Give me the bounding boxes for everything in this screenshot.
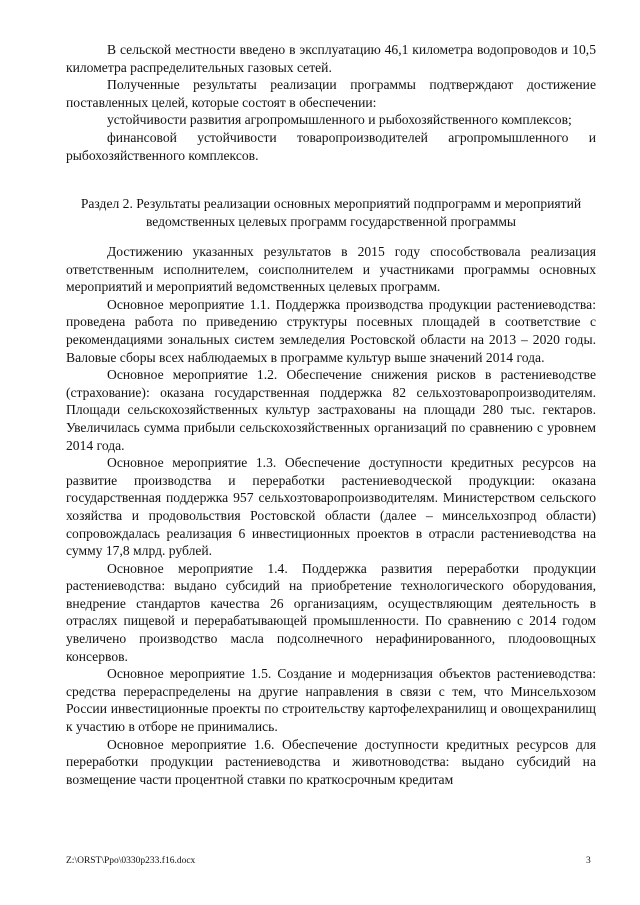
footer-page-number: 3	[586, 856, 591, 866]
body-paragraph-7: Основное мероприятие 1.6. Обеспечение доступности кредитных ресурсов для переработки продукции растениеводства и животноводства: выдано субсидий на возмещение части процентной ставки по краткосрочным кредитам	[66, 736, 596, 787]
section-heading: Раздел 2. Результаты реализации основных мероприятий подпрограмм и мероприятий ведомственных целевых программ государственной программы	[80, 196, 582, 229]
intro-section	[66, 41, 596, 164]
body-paragraph-3: Основное мероприятие 1.2. Обеспечение снижения рисков в растениеводстве (страхование): оказана государственная поддержка 82 сельхозтоваропроизводителям. Площади сельскохозяйственных культур застрахованы на площади 280 тыс. гектаров. Увеличилась сумма прибыли сельскохозяйственных организаций по сравнению с уровнем 2014 года.	[66, 367, 596, 453]
footer-file-path: Z:\ORST\Ppo\0330p233.f16.docx	[66, 856, 196, 866]
body-section	[66, 243, 596, 788]
body-paragraph-4: Основное мероприятие 1.3. Обеспечение доступности кредитных ресурсов на развитие производства и переработки растениеводческой продукции: оказана государственная поддержка 957 сельхозтоваропроизводителям. Министерством сельского хозяйства и продовольствия Ростовской области (далее – минсельхозпрод области) сопровождалась реализация 6 инвестиционных проектов в отрасли растениеводства на сумму 17,8 млрд. рублей.	[66, 455, 596, 559]
body-paragraph-5: Основное мероприятие 1.4. Поддержка развития переработки продукции растениеводства: выдано субсидий на приобретение технологического оборудования, внедрение стандартов качества 26 организациям, осуществляющим деятельность в отраслях пищевой и перерабатывающей промышленности. По сравнению с 2014 годом увеличено производство масла подсолнечного нерафинированного, плодоовощных консервов.	[66, 560, 596, 664]
body-paragraph-1: Достижению указанных результатов в 2015 году способствовала реализация ответственным исполнителем, соисполнителем и участниками программы основных мероприятий и мероприятий ведомственных целевых программ.	[66, 244, 596, 295]
intro-paragraph-4: финансовой устойчивости товаропроизводителей агропромышленного и рыбохозяйственного комплексов.	[66, 129, 596, 163]
intro-paragraph-1: В сельской местности введено в эксплуатацию 46,1 километра водопроводов и 10,5 километра распределительных газовых сетей.	[66, 42, 596, 75]
intro-paragraph-2: Полученные результаты реализации программы подтверждают достижение поставленных целей, которые состоят в обеспечении:	[66, 77, 596, 110]
body-paragraph-2: Основное мероприятие 1.1. Поддержка производства продукции растениеводства: проведена работа по приведению структуры посевных площадей в соответствие с рекомендациями зональных систем земледелия Ростовской области на 2013 – 2020 годы. Валовые сборы всех наблюдаемых в программе культур выше значений 2014 года.	[66, 296, 596, 365]
body-paragraph-6: Основное мероприятие 1.5. Создание и модернизация объектов растениеводства: средства перераспределены на другие направления в связи с тем, что Минсельхозом России инвестиционные проекты по строительству картофелехранилищ и овощехранилищ к участию в отборе не принимались.	[66, 666, 596, 735]
intro-paragraph-3: устойчивости развития агропромышленного и рыбохозяйственного комплексов;	[107, 112, 572, 128]
